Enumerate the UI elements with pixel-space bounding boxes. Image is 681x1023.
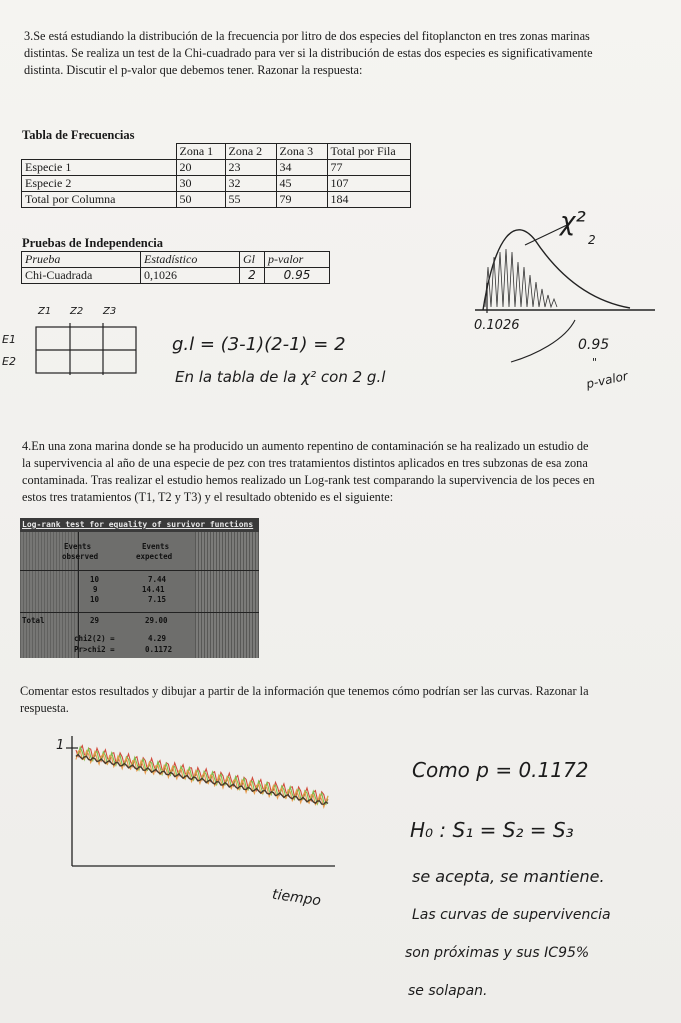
chi2-label: chi2(2) = bbox=[74, 634, 115, 643]
pr-label: Pr>chi2 = bbox=[74, 645, 115, 654]
expected-value: 7.15 bbox=[148, 595, 167, 604]
col-observed-1: Events bbox=[64, 542, 92, 551]
freq-cell: Especie 2 bbox=[22, 176, 177, 192]
observed-value: 9 bbox=[93, 585, 98, 594]
total-expected: 29.00 bbox=[145, 616, 168, 625]
table-note: En la tabla de la χ² con 2 g.l bbox=[175, 368, 386, 386]
stata-rule bbox=[20, 570, 259, 571]
freq-row bbox=[22, 192, 411, 208]
col-expected-1: Events bbox=[142, 542, 170, 551]
freq-row bbox=[22, 160, 411, 176]
freq-header-cell: Zona 2 bbox=[225, 144, 276, 160]
answer-line-4: se solapan. bbox=[408, 983, 488, 999]
answer-p: Como p = 0.1172 bbox=[412, 758, 589, 782]
observed-value: 10 bbox=[90, 595, 100, 604]
p-value-label: p-valor bbox=[585, 368, 630, 392]
stata-rule bbox=[20, 612, 259, 613]
independence-table bbox=[21, 251, 330, 284]
freq-cell: 20 bbox=[176, 160, 225, 176]
indep-data-row bbox=[22, 268, 330, 284]
freq-cell: 55 bbox=[225, 192, 276, 208]
grid-col-label: Z3 bbox=[103, 306, 117, 317]
freq-header-cell bbox=[22, 144, 177, 160]
freq-cell: 45 bbox=[276, 176, 327, 192]
freq-cell: 34 bbox=[276, 160, 327, 176]
freq-cell: Total por Columna bbox=[22, 192, 177, 208]
question-4-text: 4.En una zona marina donde se ha producido un aumento repentino de contaminación se ha realizado un estudio de la supervivencia al año de una especie de pez con tres tratamientos distintos aplicados en tres subzonas de esa zona contaminada. Tras realizar el estudio hemos realizado un Log-rank test comparando la supervivencia de los peces en estos tres tratamientos (T1, T2 y T3) y el resultado obtenido es el siguiente: bbox=[22, 439, 595, 504]
survival-curves-sketch bbox=[50, 728, 340, 898]
indep-table-title: Pruebas de Independencia bbox=[22, 236, 163, 250]
freq-header-row bbox=[22, 144, 411, 160]
total-label: Total bbox=[22, 616, 45, 625]
freq-table-title: Tabla de Frecuencias bbox=[22, 128, 135, 142]
col-expected-2: expected bbox=[136, 552, 173, 561]
indep-header-row bbox=[22, 252, 330, 268]
expected-value: 7.44 bbox=[148, 575, 167, 584]
freq-header-cell: Zona 3 bbox=[276, 144, 327, 160]
freq-cell: 107 bbox=[327, 176, 410, 192]
logrank-title: Log-rank test for equality of survivor functions bbox=[20, 518, 259, 532]
freq-header-cell: Total por Fila bbox=[327, 144, 410, 160]
stat-value: 0.1026 bbox=[474, 318, 520, 333]
indep-header-cell: Gl bbox=[240, 252, 265, 268]
answer-line-2: Las curvas de supervivencia bbox=[412, 907, 611, 923]
freq-cell: 30 bbox=[176, 176, 225, 192]
indep-cell: 0,1026 bbox=[141, 268, 240, 284]
chi2-value: 4.29 bbox=[148, 634, 167, 643]
indep-header-cell: p-valor bbox=[265, 252, 330, 268]
freq-cell: 184 bbox=[327, 192, 410, 208]
survival-curve bbox=[76, 746, 328, 804]
chi-label: χ² bbox=[560, 207, 586, 237]
answer-h0: H₀ : S₁ = S₂ = S₃ bbox=[410, 818, 574, 842]
question-3-text: 3.Se está estudiando la distribución de la frecuencia por litro de dos especies del fitoplancton en tres zonas marinas distintas. Se realiza un test de la Chi-cuadrado para ver si la distribución de estas dos especies es significativamente distinta. Discutir el p-valor que debemos tener. Razonar la respuesta: bbox=[24, 29, 593, 77]
expected-value: 14.41 bbox=[142, 585, 165, 594]
freq-row bbox=[22, 176, 411, 192]
gl-formula: g.l = (3-1)(2-1) = 2 bbox=[172, 334, 346, 355]
indep-cell: Chi-Cuadrada bbox=[22, 268, 141, 284]
col-observed-2: observed bbox=[62, 552, 99, 561]
answer-line-1: se acepta, se mantiene. bbox=[412, 867, 605, 886]
freq-cell: 77 bbox=[327, 160, 410, 176]
frequency-table bbox=[21, 143, 411, 208]
grid-row-label: E2 bbox=[2, 355, 16, 368]
indep-cell: 2 bbox=[240, 268, 265, 284]
chi-subscript: 2 bbox=[588, 233, 596, 247]
freq-cell: Especie 1 bbox=[22, 160, 177, 176]
axis-time-label: tiempo bbox=[271, 886, 322, 910]
contingency-grid-sketch bbox=[0, 305, 150, 385]
freq-cell: 23 bbox=[225, 160, 276, 176]
question-4-followup: Comentar estos resultados y dibujar a partir de la información que tenemos cómo podrían ser las curvas. Razonar la respuesta. bbox=[20, 684, 589, 715]
freq-header-cell: Zona 1 bbox=[176, 144, 225, 160]
freq-cell: 79 bbox=[276, 192, 327, 208]
grid-col-label: Z2 bbox=[70, 306, 84, 317]
observed-value: 10 bbox=[90, 575, 100, 584]
grid-col-label: Z1 bbox=[38, 306, 52, 317]
axis-one-label: 1 bbox=[56, 738, 65, 753]
grid-row-label: E1 bbox=[2, 333, 16, 346]
indep-header-cell: Estadístico bbox=[141, 252, 240, 268]
indep-header-cell: Prueba bbox=[22, 252, 141, 268]
curve-group bbox=[76, 746, 328, 808]
ditto-mark: " bbox=[592, 356, 598, 369]
indep-cell: 0.95 bbox=[265, 268, 330, 284]
answer-line-3: son próximas y sus IC95% bbox=[405, 945, 590, 961]
freq-cell: 32 bbox=[225, 176, 276, 192]
freq-cell: 50 bbox=[176, 192, 225, 208]
pr-value: 0.1172 bbox=[145, 645, 173, 654]
logrank-output-photo bbox=[20, 518, 259, 658]
p-value-hand: 0.95 bbox=[578, 337, 610, 353]
pvalue-arrow bbox=[511, 320, 575, 362]
total-observed: 29 bbox=[90, 616, 100, 625]
moire-pattern bbox=[195, 532, 259, 658]
